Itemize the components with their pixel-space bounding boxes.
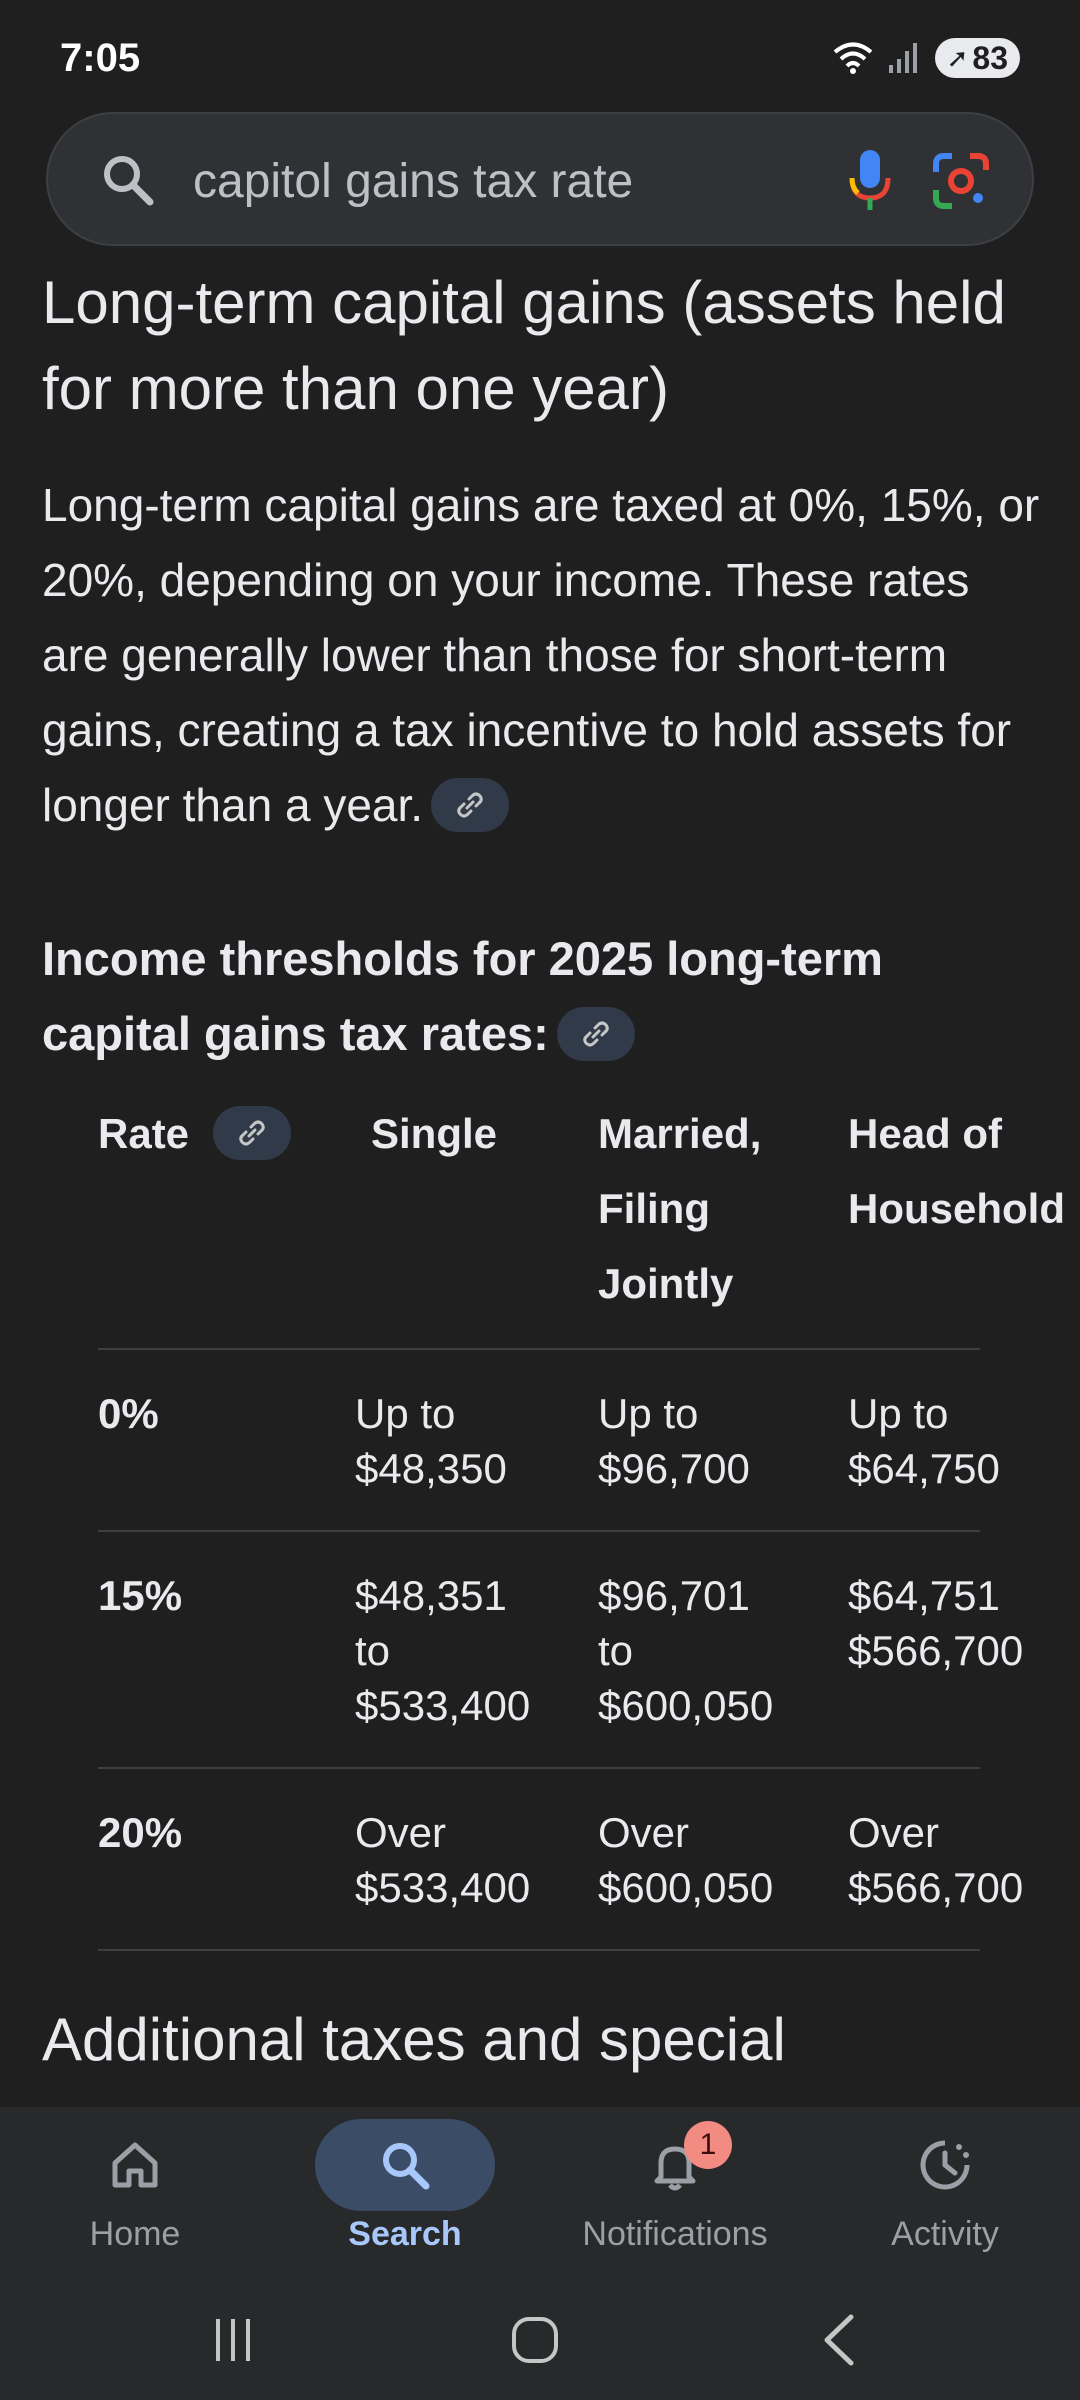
section-title: Long-term capital gains (assets held for more than one year) (42, 269, 1006, 422)
cell-rate: 15% (98, 1572, 183, 1619)
header-rate-label: Rate (98, 1110, 190, 1157)
back-icon[interactable] (805, 2305, 875, 2375)
nav-search[interactable] (270, 2107, 540, 2307)
system-navigation-bar (0, 2280, 1080, 2400)
source-link-button[interactable] (557, 1007, 635, 1061)
table-row (98, 1532, 1024, 1769)
header-single: Single (371, 1110, 498, 1157)
google-lens-icon[interactable] (932, 152, 990, 210)
search-bar[interactable] (46, 112, 1034, 246)
status-time: 7:05 (60, 36, 141, 80)
table-title-text: Income thresholds for 2025 long-term capital gains tax rates: (42, 932, 883, 1060)
search-header (0, 110, 1080, 268)
link-icon (581, 1019, 611, 1049)
next-section-title: Additional taxes and special (42, 2006, 786, 2073)
cell-rate: 20% (98, 1809, 183, 1856)
link-icon (237, 1118, 267, 1148)
battery-indicator (935, 38, 1020, 78)
source-link-button[interactable] (431, 778, 509, 832)
cell-married: Over $600,050 (598, 1809, 774, 1911)
nav-activity[interactable] (810, 2107, 1080, 2307)
nav-activity-icon-wrap (855, 2119, 1035, 2211)
nav-home-label: Home (89, 2215, 181, 2253)
cell-single: Over $533,400 (355, 1809, 531, 1911)
recent-apps-icon[interactable] (198, 2305, 268, 2375)
nav-home[interactable] (0, 2107, 270, 2307)
nav-notifications[interactable] (540, 2107, 810, 2307)
ai-overview-content (42, 260, 1042, 1071)
source-link-button[interactable] (213, 1106, 291, 1160)
cell-head: Up to $64,750 (848, 1390, 1000, 1492)
nav-search-label: Search (348, 2215, 462, 2253)
cell-rate: 0% (98, 1390, 159, 1437)
home-button-icon[interactable] (500, 2305, 570, 2375)
search-input[interactable]: capitol gains tax rate (193, 155, 634, 208)
header-head-of-household: Head of Household (848, 1110, 1065, 1232)
activity-icon (917, 2137, 973, 2193)
wifi-icon (833, 41, 873, 75)
nav-home-icon-wrap (45, 2119, 225, 2211)
table-row (98, 1350, 1000, 1532)
cell-married: $96,701 to $600,050 (598, 1572, 774, 1729)
tax-rate-table[interactable] (98, 1060, 1065, 1951)
cell-head: Over $566,700 (848, 1809, 1024, 1911)
header-married: Married, Filing Jointly (598, 1110, 762, 1307)
nav-search-icon-wrap (315, 2119, 495, 2211)
cell-single: $48,351 to $533,400 (355, 1572, 531, 1729)
header-rate (98, 1096, 291, 1171)
notification-badge: 1 (684, 2121, 732, 2169)
cell-single: Up to $48,350 (355, 1390, 507, 1492)
search-icon (377, 2137, 433, 2193)
microphone-icon[interactable] (848, 148, 892, 214)
link-icon (455, 790, 485, 820)
table-title (42, 921, 1042, 1071)
nav-activity-label: Activity (891, 2215, 999, 2253)
paragraph-text: Long-term capital gains are taxed at 0%, 15%, or 20%, depending on your income. These rates are generally lower than those for short-term gains, creating a tax incentive to hold assets for longer than a year. (42, 479, 1040, 831)
home-icon (107, 2137, 163, 2193)
paragraph (42, 468, 1042, 843)
table-header-row (98, 1060, 1065, 1350)
nav-notifications-icon-wrap (585, 2119, 765, 2211)
battery-saver-icon: ➚ (946, 42, 969, 73)
cell-married: Up to $96,700 (598, 1390, 750, 1492)
status-bar (0, 0, 1080, 110)
search-icon[interactable] (98, 150, 158, 210)
table-row (98, 1769, 1024, 1951)
battery-level: 83 (972, 39, 1008, 76)
status-icons (833, 38, 1020, 78)
signal-icon (887, 41, 921, 75)
cell-head: $64,751 $566,700 (848, 1572, 1024, 1674)
nav-notifications-label: Notifications (582, 2215, 768, 2253)
